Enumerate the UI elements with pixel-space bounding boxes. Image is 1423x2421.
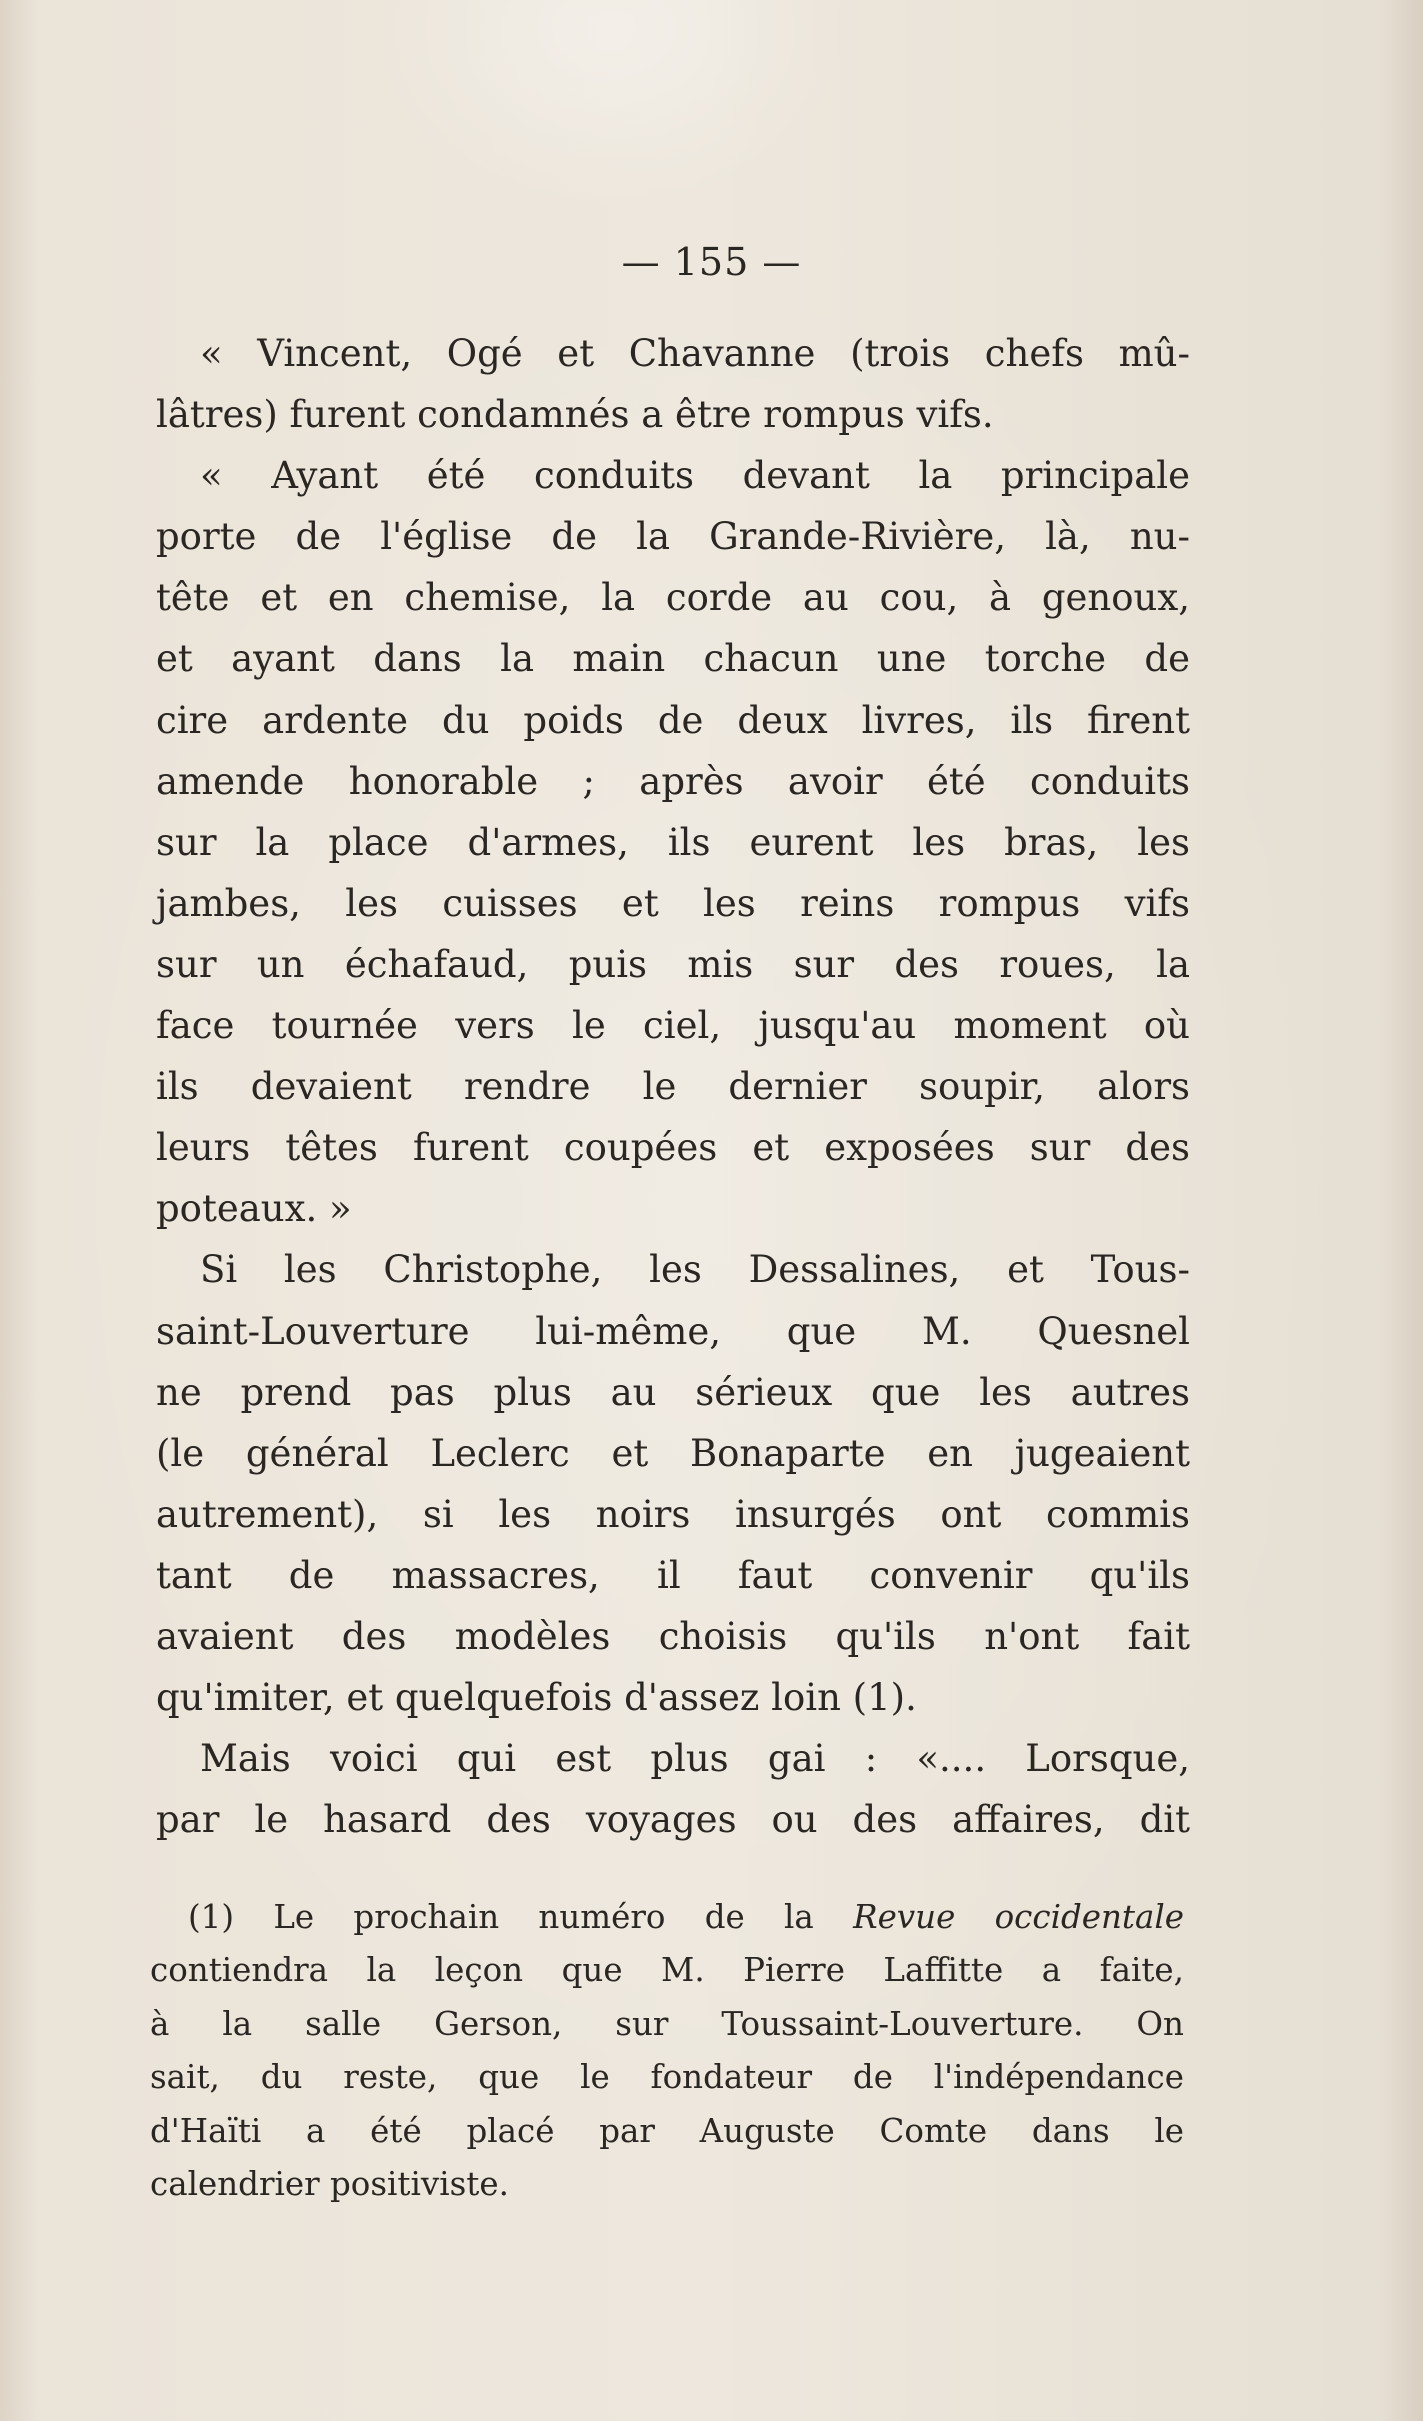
text-line: amende honorable ; après avoir été conduits — [156, 759, 1190, 803]
footnote-line: calendrier positiviste. — [150, 2164, 509, 2203]
text-line: Mais voici qui est plus gai : «.... Lorsque, — [200, 1737, 1190, 1781]
text-line: ne prend pas plus au sérieux que les autres — [156, 1370, 1190, 1414]
text-line: « Ayant été conduits devant la principale — [200, 454, 1190, 498]
main-text — [156, 323, 1190, 1850]
text-line: et ayant dans la main chacun une torche de — [156, 637, 1190, 681]
footnote-line — [150, 1891, 1184, 1944]
text-line: tant de massacres, il faut convenir qu'ils — [156, 1553, 1190, 1597]
text-line: cire ardente du poids de deux livres, ils firent — [156, 698, 1190, 742]
text-line: saint-Louverture lui-même, que M. Quesnel — [156, 1309, 1190, 1353]
text-line: sur la place d'armes, ils eurent les bras, les — [156, 820, 1190, 864]
footnote — [150, 1891, 1184, 2211]
text-line: autrement), si les noirs insurgés ont commis — [156, 1492, 1190, 1536]
text-line: (le général Leclerc et Bonaparte en jugeaient — [156, 1431, 1190, 1475]
text-line: avaient des modèles choisis qu'ils n'ont fait — [156, 1614, 1190, 1658]
text-line: porte de l'église de la Grande-Rivière, là, nu- — [156, 515, 1190, 559]
page-number: — 155 — — [621, 240, 802, 284]
footnote-journal-title: Revue occidentale — [853, 1898, 1184, 1936]
footnote-text: (1) Le prochain numéro de la — [188, 1898, 854, 1936]
text-line: poteaux. » — [156, 1187, 352, 1231]
text-line: leurs têtes furent coupées et exposées sur des — [156, 1126, 1190, 1170]
footnote-line: d'Haïti a été placé par Auguste Comte dans le — [150, 2111, 1184, 2150]
text-line: lâtres) furent condamnés a être rompus vifs. — [156, 393, 994, 437]
text-line: qu'imiter, et quelquefois d'assez loin (1). — [156, 1676, 917, 1720]
footnote-line: contiendra la leçon que M. Pierre Laffitte a faite, — [150, 1951, 1184, 1990]
text-line: « Vincent, Ogé et Chavanne (trois chefs mû- — [200, 332, 1190, 375]
text-line: ils devaient rendre le dernier soupir, alors — [156, 1065, 1190, 1109]
text-line: tête et en chemise, la corde au cou, à genoux, — [156, 576, 1190, 620]
text-line: face tournée vers le ciel, jusqu'au moment où — [156, 1004, 1190, 1048]
text-line: Si les Christophe, les Dessalines, et Tous- — [200, 1248, 1190, 1292]
text-line: sur un échafaud, puis mis sur des roues, la — [156, 942, 1190, 986]
text-line: par le hasard des voyages ou des affaires, dit — [156, 1798, 1190, 1842]
footnote-line: à la salle Gerson, sur Toussaint-Louverture. On — [150, 2004, 1184, 2043]
text-line: jambes, les cuisses et les reins rompus vifs — [156, 881, 1190, 925]
footnote-line: sait, du reste, que le fondateur de l'indépendance — [150, 2058, 1184, 2097]
